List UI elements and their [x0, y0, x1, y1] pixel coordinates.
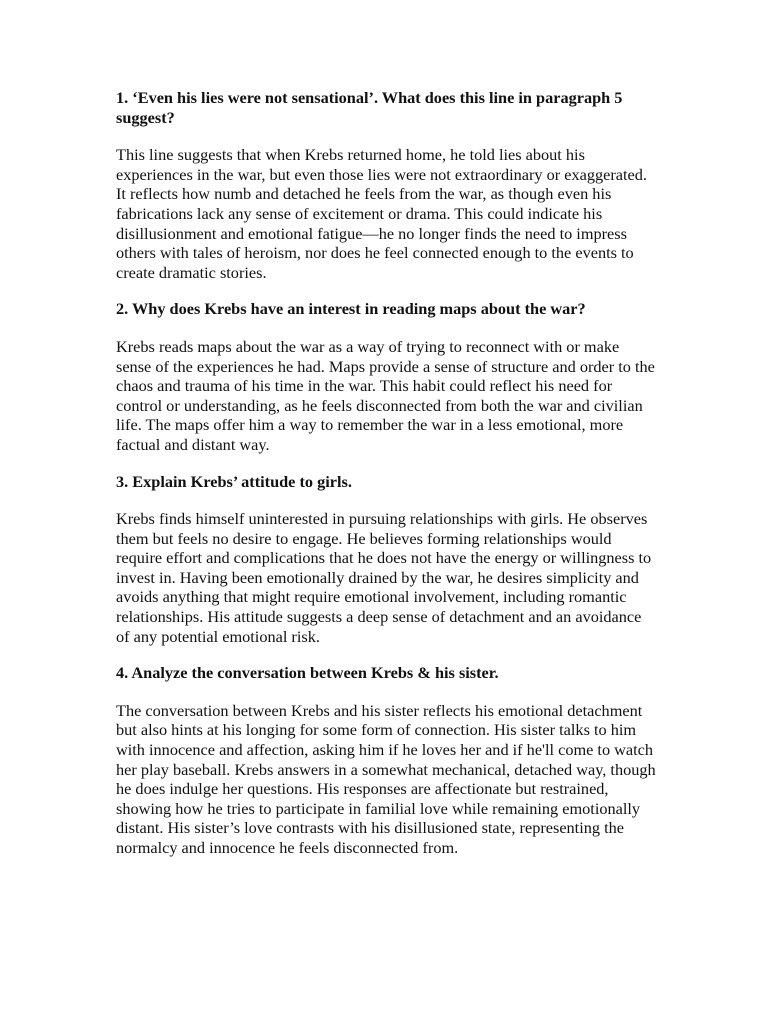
answer-1: This line suggests that when Krebs returned home, he told lies about his experiences in the war, but even those lies were not extraordinary or exaggerated. It reflects how numb and detached he feels from the war, as though even his fabrications lack any sense of excitement or drama. This could indicate his disillusionment and emotional fatigue—he no longer finds the need to impress others with tales of heroism, nor does he feel connected enough to the events to create dramatic stories.: [116, 145, 647, 282]
answer-4: The conversation between Krebs and his sister reflects his emotional detachment but also hints at his longing for some form of connection. His sister talks to him with innocence and affection, asking him if he loves her and if he'll come to watch her play baseball. Krebs answers in a somewhat mechanical, detached way, though he does indulge her questions. His responses are affectionate but restrained, showing how he tries to participate in familial love while remaining emotionally distant. His sister’s love contrasts with his disillusioned state, representing the normalcy and innocence he feels disconnected from.: [116, 700, 656, 857]
question-2: 2. Why does Krebs have an interest in reading maps about the war?: [116, 299, 586, 319]
qa-item-4: [116, 663, 656, 857]
qa-item-3: [116, 472, 656, 647]
answer-3: Krebs finds himself uninterested in pursuing relationships with girls. He observes them but feels no desire to engage. He believes forming relationships would require effort and complications that he does not have the energy or willingness to invest in. Having been emotionally drained by the war, he desires simplicity and avoids anything that might require emotional involvement, including romantic relationships. His attitude suggests a deep sense of detachment and an avoidance of any potential emotional risk.: [116, 509, 652, 646]
document-body: [116, 88, 656, 875]
question-3: 3. Explain Krebs’ attitude to girls.: [116, 471, 352, 491]
question-1: 1. ‘Even his lies were not sensational’. What does this line in paragraph 5 suggest?: [116, 88, 623, 127]
qa-item-2: [116, 299, 656, 454]
qa-item-1: [116, 88, 656, 282]
question-4: 4. Analyze the conversation between Krebs & his sister.: [116, 663, 499, 683]
answer-2: Krebs reads maps about the war as a way of trying to reconnect with or make sense of the experiences he had. Maps provide a sense of structure and order to the chaos and trauma of his time in the war. This habit could reflect his need for control or understanding, as he feels disconnected from both the war and civilian life. The maps offer him a way to remember the war in a less emotional, more factual and distant way.: [116, 336, 655, 454]
